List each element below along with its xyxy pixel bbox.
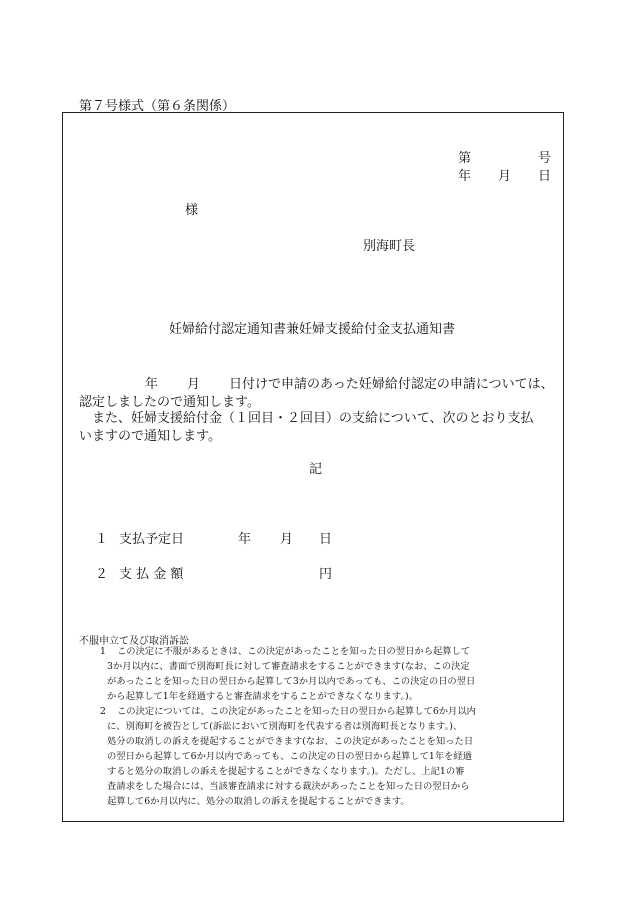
- appeal-point2-line: 起算して6か月以内に、処分の取消しの訴えを提起することができます。: [107, 796, 410, 807]
- header-date-day: 日: [538, 169, 552, 184]
- appeal-point1-line: この決定に不服があるときは、この決定があったことを知った日の翌日から起算して: [117, 646, 471, 657]
- appeal-point2-line: 査請求をした場合には、当該審査請求に対する裁決があったことを知った日の翌日から: [107, 781, 470, 792]
- appeal-point2-line: に、別海町を被告として(訴訟において別海町を代表する者は別海町長となります。)、: [107, 721, 463, 732]
- item1-year: 年: [238, 532, 252, 547]
- appeal-point2-line: この決定については、この決定があったことを知った日の翌日から起算して6か月以内: [117, 706, 476, 717]
- body-date-month: 月: [187, 377, 201, 392]
- issuer-name: 別海町長: [363, 239, 416, 254]
- doc-number-prefix: 第: [458, 151, 472, 166]
- body-paragraph1-line1: 日付けで申請のあった妊婦給付認定の申請については、: [229, 377, 554, 392]
- document-title: 妊婦給付認定通知書兼妊婦支援給付金支払通知書: [169, 322, 456, 337]
- appeal-point2-line: すると処分の取消しの訴えを提起することができなくなります。)。ただし、上記1の審: [107, 766, 465, 777]
- body-paragraph1-line2: 認定しましたので通知します。: [79, 395, 260, 410]
- header-date-month: 月: [498, 169, 512, 184]
- appeal-point1-line: 3か月以内に、書面で別海町長に対して審査請求をすることができます(なお、この決定: [107, 661, 470, 672]
- header-date-year: 年: [458, 169, 472, 184]
- body-date-year: 年: [145, 377, 159, 392]
- item2-label: 支 払 金 額: [119, 567, 184, 582]
- appeal-heading: 不服申立て及び取消訴訟: [79, 636, 189, 647]
- item1-label: 支払予定日: [119, 532, 185, 547]
- appeal-point2-line: 処分の取消しの訴えを提起することができます(なお、この決定があったことを知った日: [107, 736, 474, 747]
- appeal-point2-number: 2: [100, 706, 106, 717]
- body-paragraph2-line1: また、妊婦支援給付金（１回目・２回目）の支給について、次のとおり支払: [92, 411, 534, 426]
- appeal-point1-number: 1: [100, 646, 106, 657]
- appeal-point2-line: の翌日から起算して6か月以内であっても、この決定の日の翌日から起算して1年を経過: [107, 751, 473, 762]
- item1-month: 月: [280, 532, 294, 547]
- item2-yen: 円: [319, 567, 333, 582]
- form-number-label: 第７号様式（第６条関係）: [79, 99, 236, 114]
- appeal-point1-line: があったことを知った日の翌日から起算して3か月以内であっても、この決定の日の翌日: [107, 676, 476, 687]
- appeal-point1-line: から起算して1年を経過すると審査請求をすることができなくなります。)。: [107, 691, 418, 702]
- item2-number: ２: [95, 567, 109, 582]
- recipient-honorific: 様: [185, 203, 199, 218]
- ki-marker: 記: [309, 462, 323, 477]
- item1-day: 日: [319, 532, 333, 547]
- body-paragraph2-line2: いますので通知します。: [79, 429, 221, 444]
- doc-number-suffix: 号: [538, 151, 552, 166]
- item1-number: １: [95, 532, 109, 547]
